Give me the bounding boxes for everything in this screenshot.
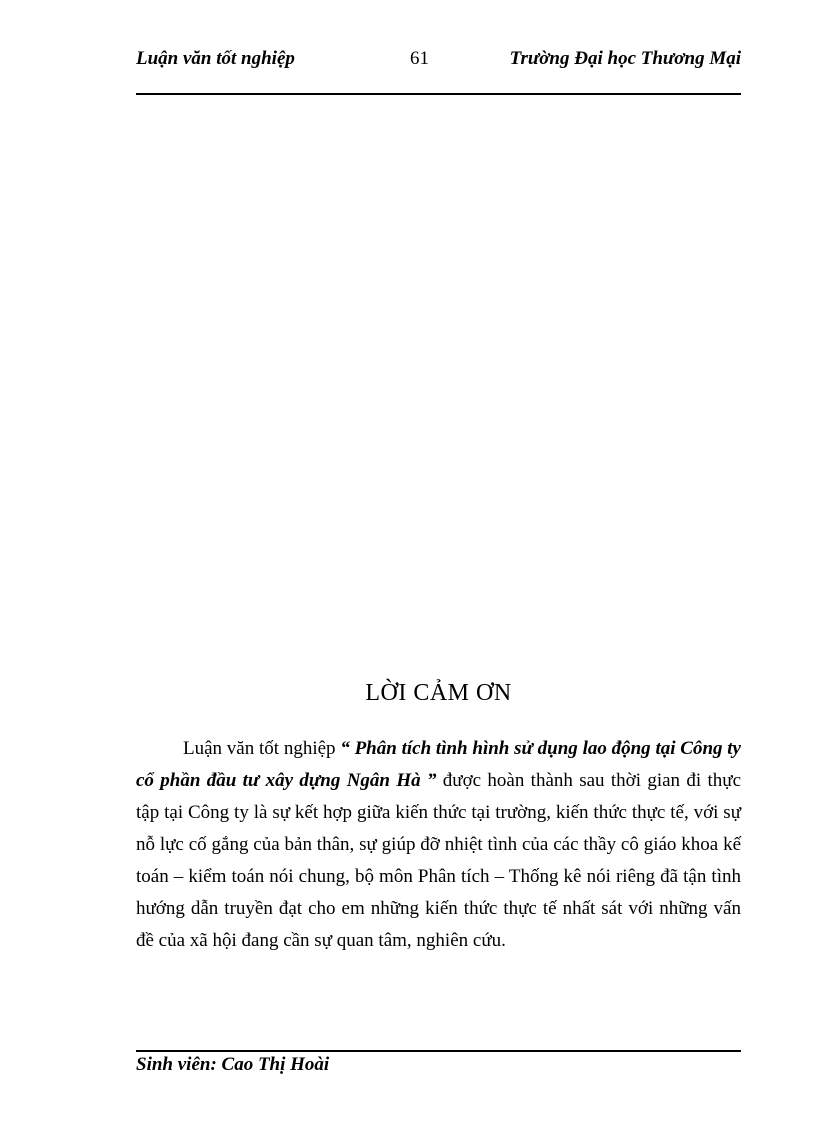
acknowledgement-paragraph [136,733,741,957]
page-number: 61 [410,48,429,69]
page-header [136,48,741,74]
header-document-type: Luận văn tốt nghiệp [136,48,295,69]
paragraph-intro: Luận văn tốt nghiệp [183,738,341,759]
thesis-title: “ Phân tích tình hình sử dụng lao động tại Công ty cổ phần đầu tư xây dựng Ngân Hà ” [136,738,741,791]
paragraph-body: được hoàn thành sau thời gian đi thực tập tại Công ty là sự kết hợp giữa kiến thức tại trường, kiến thức thực tế, với sự nỗ lực cố gắng của bản thân, sự giúp đỡ nhiệt tình của các thầy cô giáo khoa kế toán – kiểm toán nói chung, bộ môn Phân tích – Thống kê nói riêng đã tận tình hướng dẫn truyền đạt cho em những kiến thức thực tế nhất sát với những vấn đề của xã hội đang cần sự quan tâm, nghiên cứu. [136,770,742,951]
header-university: Trường Đại học Thương Mại [509,48,741,69]
footer-author: Sinh viên: Cao Thị Hoài [136,1054,330,1075]
header-divider [136,93,741,95]
page-title: LỜI CẢM ƠN [365,680,512,706]
footer-divider [136,1050,741,1052]
